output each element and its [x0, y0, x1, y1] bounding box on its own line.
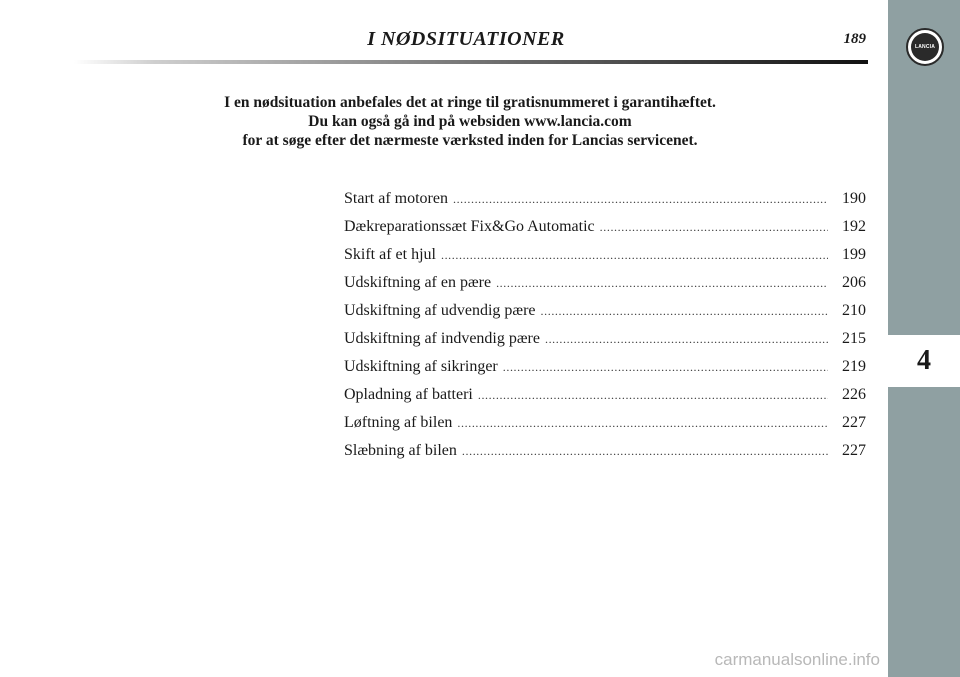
toc-leader-dots — [453, 192, 828, 207]
toc-entry-start-motor[interactable] — [344, 190, 866, 218]
toc-entry-fuses[interactable] — [344, 358, 866, 386]
toc-entry-lifting[interactable] — [344, 414, 866, 442]
toc-entry-label: Løftning af bilen — [344, 414, 453, 431]
page-number: 189 — [843, 31, 866, 47]
toc-leader-dots — [541, 304, 828, 319]
toc-leader-dots — [457, 416, 828, 431]
page-title: I NØDSITUATIONER — [367, 28, 565, 50]
toc-leader-dots — [441, 248, 828, 263]
intro-line: for at søge efter det nærmeste værksted inden for Lancias servicenet. — [242, 132, 698, 149]
toc-entry-label: Skift af et hjul — [344, 246, 436, 263]
toc-entry-page: 219 — [842, 358, 866, 375]
toc-leader-dots — [545, 332, 828, 347]
toc-entry-bulb-replacement[interactable] — [344, 274, 866, 302]
intro-line: I en nødsituation anbefales det at ringe til gratisnummeret i garantihæftet. — [224, 94, 716, 111]
toc-entry-label: Udskiftning af en pære — [344, 274, 492, 291]
toc-entry-label: Udskiftning af indvendig pære — [344, 330, 540, 347]
toc-leader-dots — [496, 276, 828, 291]
chapter-tab[interactable] — [888, 335, 960, 387]
toc-entry-page: 226 — [842, 386, 866, 403]
logo-text: LANCIA — [914, 44, 936, 50]
intro-text — [120, 93, 820, 150]
toc-entry-label: Dækreparationssæt Fix&Go Automatic — [344, 218, 595, 235]
toc-entry-label: Slæbning af bilen — [344, 442, 457, 459]
toc-leader-dots — [503, 360, 828, 375]
toc-entry-interior-bulb[interactable] — [344, 330, 866, 358]
watermark: carmanualsonline.info — [714, 650, 880, 669]
toc-entry-towing[interactable] — [344, 442, 866, 470]
toc-entry-page: 227 — [842, 442, 866, 459]
toc-leader-dots — [462, 444, 828, 459]
toc-entry-page: 215 — [842, 330, 866, 347]
toc-entry-battery-charging[interactable] — [344, 386, 866, 414]
header-divider — [74, 60, 868, 64]
toc-entry-label: Start af motoren — [344, 190, 448, 207]
toc-entry-page: 199 — [842, 246, 866, 263]
chapter-number: 4 — [917, 345, 931, 376]
toc-entry-wheel-change[interactable] — [344, 246, 866, 274]
toc-entry-page: 227 — [842, 414, 866, 431]
toc-entry-page: 206 — [842, 274, 866, 291]
toc-leader-dots — [600, 220, 828, 235]
toc-entry-label: Opladning af batteri — [344, 386, 473, 403]
logo-emblem — [911, 33, 939, 61]
toc-entry-label: Udskiftning af sikringer — [344, 358, 498, 375]
toc-entry-label: Udskiftning af udvendig pære — [344, 302, 536, 319]
toc-entry-page: 190 — [842, 190, 866, 207]
toc-entry-exterior-bulb[interactable] — [344, 302, 866, 330]
lancia-logo-icon — [906, 28, 944, 66]
table-of-contents — [344, 190, 866, 470]
intro-line: Du kan også gå ind på websiden www.lancia.com — [308, 113, 632, 130]
toc-entry-page: 210 — [842, 302, 866, 319]
toc-entry-fix-and-go[interactable] — [344, 218, 866, 246]
toc-entry-page: 192 — [842, 218, 866, 235]
toc-leader-dots — [478, 388, 828, 403]
